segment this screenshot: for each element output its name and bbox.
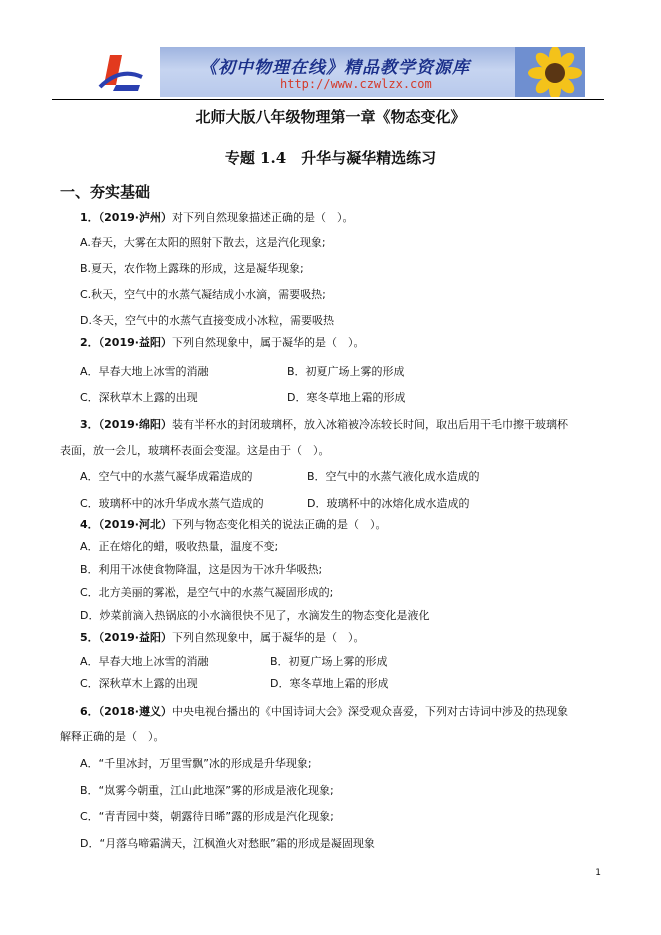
question-6-option-a: A．“千里冰封，万里雪飘”冰的形成是升华现象; [80, 757, 312, 770]
question-3-option-c: C．玻璃杯中的冰升华成水蒸气造成的 [80, 497, 264, 510]
question-1-stem [80, 211, 353, 225]
question-5-option-b: B．初夏广场上雾的形成 [270, 655, 388, 668]
question-3-stem-continued: 表面，放一会儿，玻璃杯表面会变湿。这是由于（ ）。 [60, 444, 330, 457]
question-4-option-c: C．北方美丽的雾凇，是空气中的水蒸气凝固形成的; [80, 586, 334, 599]
header-divider [52, 99, 604, 100]
banner-title: 《初中物理在线》精品教学资源库 [200, 58, 470, 78]
question-number: 4． [80, 518, 99, 531]
question-3-option-d: D．玻璃杯中的冰熔化成水造成的 [307, 497, 470, 510]
site-logo-icon [80, 47, 160, 97]
question-5-option-a: A．早春大地上冰雪的消融 [80, 655, 209, 668]
question-1-option-b: B.夏天，农作物上露珠的形成，这是凝华现象; [80, 262, 304, 275]
question-number: 1． [80, 211, 99, 224]
question-1-option-c: C.秋天，空气中的水蒸气凝结成小水滴，需要吸热; [80, 288, 326, 301]
section-heading: 一、夯实基础 [60, 183, 151, 201]
question-source: （2018·遵义） [98, 705, 172, 718]
question-5-option-d: D．寒冬草地上霜的形成 [270, 677, 389, 690]
banner-url: http://www.czwlzx.com [280, 77, 432, 91]
question-source: （2019·益阳） [98, 336, 172, 349]
question-1-option-d: D.冬天，空气中的水蒸气直接变成小冰粒，需要吸热 [80, 314, 334, 327]
question-text: 中央电视台播出的《中国诗词大会》深受观众喜爱，下列对古诗词中涉及的热现象 [171, 705, 568, 718]
question-4-option-d: D．炒菜前滴入热锅底的小水滴很快不见了，水滴发生的物态变化是液化 [80, 609, 430, 622]
question-2-option-a: A．早春大地上冰雪的消融 [80, 365, 209, 378]
question-number: 6． [80, 705, 99, 718]
question-source: （2019·泸州） [98, 211, 172, 224]
question-source: （2019·河北） [98, 518, 172, 531]
question-2-option-c: C．深秋草木上露的出现 [80, 391, 198, 404]
question-source: （2019·绵阳） [98, 418, 172, 431]
sunflower-icon [515, 47, 585, 97]
question-number: 5． [80, 631, 99, 644]
question-5-option-c: C．深秋草木上露的出现 [80, 677, 198, 690]
question-3-stem [80, 418, 568, 432]
question-text: 对下列自然现象描述正确的是（ ）。 [171, 211, 354, 224]
question-6-stem-continued: 解释正确的是（ ）。 [60, 730, 165, 743]
question-text: 装有半杯水的封闭玻璃杯，放入冰箱被冷冻较长时间，取出后用干毛巾擦干玻璃杯 [171, 418, 568, 431]
question-number: 2． [80, 336, 99, 349]
question-6-option-d: D．“月落乌啼霜满天，江枫渔火对愁眠”霜的形成是凝固现象 [80, 837, 375, 850]
question-3-option-a: A．空气中的水蒸气凝华成霜造成的 [80, 470, 253, 483]
header-banner [80, 47, 585, 97]
question-2-stem [80, 336, 364, 350]
question-1-option-a: A.春天，大雾在太阳的照射下散去，这是汽化现象; [80, 236, 326, 249]
question-text: 下列与物态变化相关的说法正确的是（ ）。 [171, 518, 387, 531]
question-number: 3． [80, 418, 99, 431]
question-5-stem [80, 631, 364, 645]
question-2-option-b: B．初夏广场上雾的形成 [287, 365, 405, 378]
question-6-option-c: C．“青青园中葵，朝露待日晞”露的形成是汽化现象; [80, 810, 334, 823]
question-3-option-b: B．空气中的水蒸气液化成水造成的 [307, 470, 480, 483]
question-source: （2019·益阳） [98, 631, 172, 644]
document-subtitle: 专题 1.4 升华与凝华精选练习 [224, 149, 437, 167]
question-6-option-b: B．“岚雾今朝重，江山此地深”雾的形成是液化现象; [80, 784, 334, 797]
question-6-stem [80, 705, 568, 719]
page-number: 1 [595, 868, 601, 878]
document-title: 北师大版八年级物理第一章《物态变化》 [195, 108, 466, 126]
question-4-option-a: A．正在熔化的蜡，吸收热量，温度不变; [80, 540, 279, 553]
question-4-option-b: B．利用干冰使食物降温，这是因为干冰升华吸热; [80, 563, 323, 576]
question-4-stem [80, 518, 386, 532]
question-text: 下列自然现象中，属于凝华的是（ ）。 [171, 336, 365, 349]
question-2-option-d: D．寒冬草地上霜的形成 [287, 391, 406, 404]
question-text: 下列自然现象中，属于凝华的是（ ）。 [171, 631, 365, 644]
